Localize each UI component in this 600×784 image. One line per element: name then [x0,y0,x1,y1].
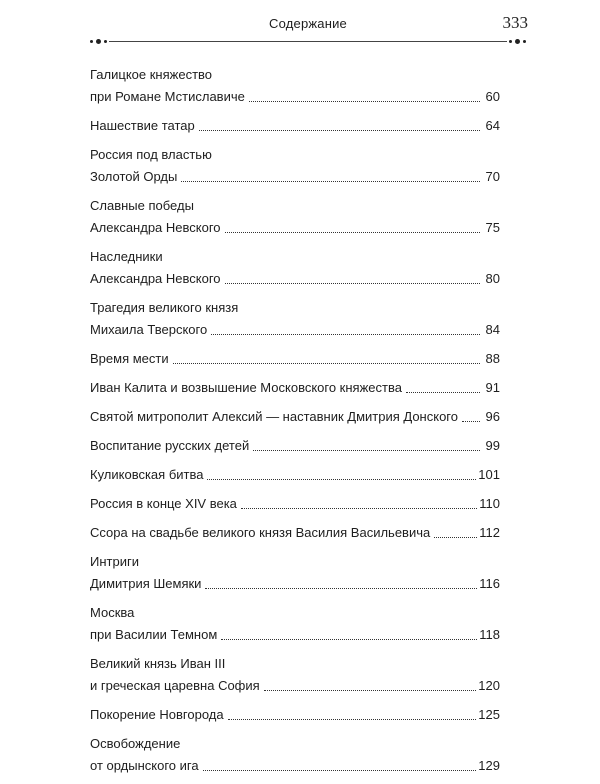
toc-page-number: 64 [485,118,500,133]
dot-leader [203,769,477,771]
toc-page-number: 101 [478,467,500,482]
toc-entry-title: Александра Невского [90,220,221,235]
toc-page-number: 120 [478,678,500,693]
toc-page-number: 88 [485,351,500,366]
toc-entry[interactable] [90,522,500,544]
toc-entry-title: Иван Калита и возвышение Московского княжества [90,380,402,395]
table-of-contents [90,64,500,784]
toc-entry[interactable] [90,435,500,457]
toc-entry-title: Россия в конце XIV века [90,496,237,511]
ornament-right-icon [507,36,528,46]
toc-page-number: 129 [478,758,500,773]
toc-page-number: 75 [485,220,500,235]
toc-entry-title: Время мести [90,351,169,366]
ornament-left-icon [88,36,109,46]
dot-leader [253,449,480,451]
header-rule [88,41,528,42]
page-header [88,14,528,44]
toc-entry-title: Святой митрополит Алексий — наставник Дмитрия Донского [90,409,458,424]
toc-entry[interactable] [90,297,500,341]
toc-entry-title: Великий князь Иван III [90,656,226,671]
dot-leader [249,100,480,102]
dot-leader [228,718,477,720]
toc-entry-title: Золотой Орды [90,169,178,184]
toc-entry-title: Нашествие татар [90,118,195,133]
toc-entry-title: при Василии Темном [90,627,218,642]
toc-entry[interactable] [90,348,500,370]
toc-entry-title: при Романе Мстиславиче [90,89,245,104]
toc-entry[interactable] [90,464,500,486]
dot-leader [221,638,477,640]
dot-leader [211,333,480,335]
toc-entry-title: и греческая царевна София [90,678,260,693]
toc-entry-title: Россия под властью [90,147,212,162]
running-title: Содержание [269,16,347,31]
toc-page-number: 99 [485,438,500,453]
toc-entry-title: Трагедия великого князя [90,300,239,315]
toc-entry-title: Куликовская битва [90,467,204,482]
toc-entry[interactable] [90,377,500,399]
toc-page-number: 80 [485,271,500,286]
toc-page-number: 91 [485,380,500,395]
dot-leader [434,536,477,538]
toc-page-number: 84 [485,322,500,337]
dot-leader [264,689,477,691]
dot-leader [241,507,477,509]
toc-page-number: 112 [479,525,500,540]
toc-entry-title: Димитрия Шемяки [90,576,202,591]
toc-entry-title: Михаила Тверского [90,322,208,337]
dot-leader [225,282,480,284]
toc-page-number: 125 [478,707,500,722]
toc-entry-title: Наследники [90,249,163,264]
toc-entry[interactable] [90,733,500,777]
dot-leader [207,478,476,480]
dot-leader [462,420,480,422]
page-number: 333 [502,13,528,32]
toc-entry[interactable] [90,551,500,595]
toc-entry-title: Покорение Новгорода [90,707,224,722]
toc-entry[interactable] [90,493,500,515]
toc-entry-title: Интриги [90,554,139,569]
dot-leader [225,231,480,233]
toc-entry-title: Галицкое княжество [90,67,213,82]
toc-entry[interactable] [90,144,500,188]
dot-leader [199,129,480,131]
toc-entry[interactable] [90,115,500,137]
toc-entry-title: Освобождение [90,736,181,751]
toc-page-number: 110 [479,496,500,511]
toc-entry-title: Ссора на свадьбе великого князя Василия Васильевича [90,525,431,540]
toc-entry-title: Славные победы [90,198,194,213]
dot-leader [173,362,480,364]
toc-page-number: 60 [485,89,500,104]
toc-entry-title: от ордынского ига [90,758,199,773]
toc-entry-title: Александра Невского [90,271,221,286]
toc-page-number: 118 [479,627,500,642]
toc-page-number: 96 [485,409,500,424]
dot-leader [205,587,477,589]
toc-entry[interactable] [90,64,500,108]
toc-entry-title: Москва [90,605,135,620]
toc-entry[interactable] [90,602,500,646]
dot-leader [181,180,480,182]
toc-page-number: 116 [479,576,500,591]
toc-entry[interactable] [90,406,500,428]
toc-entry[interactable] [90,704,500,726]
toc-entry[interactable] [90,246,500,290]
toc-page-number: 70 [485,169,500,184]
toc-entry-title: Воспитание русских детей [90,438,250,453]
dot-leader [406,391,480,393]
toc-entry[interactable] [90,195,500,239]
toc-entry[interactable] [90,653,500,697]
